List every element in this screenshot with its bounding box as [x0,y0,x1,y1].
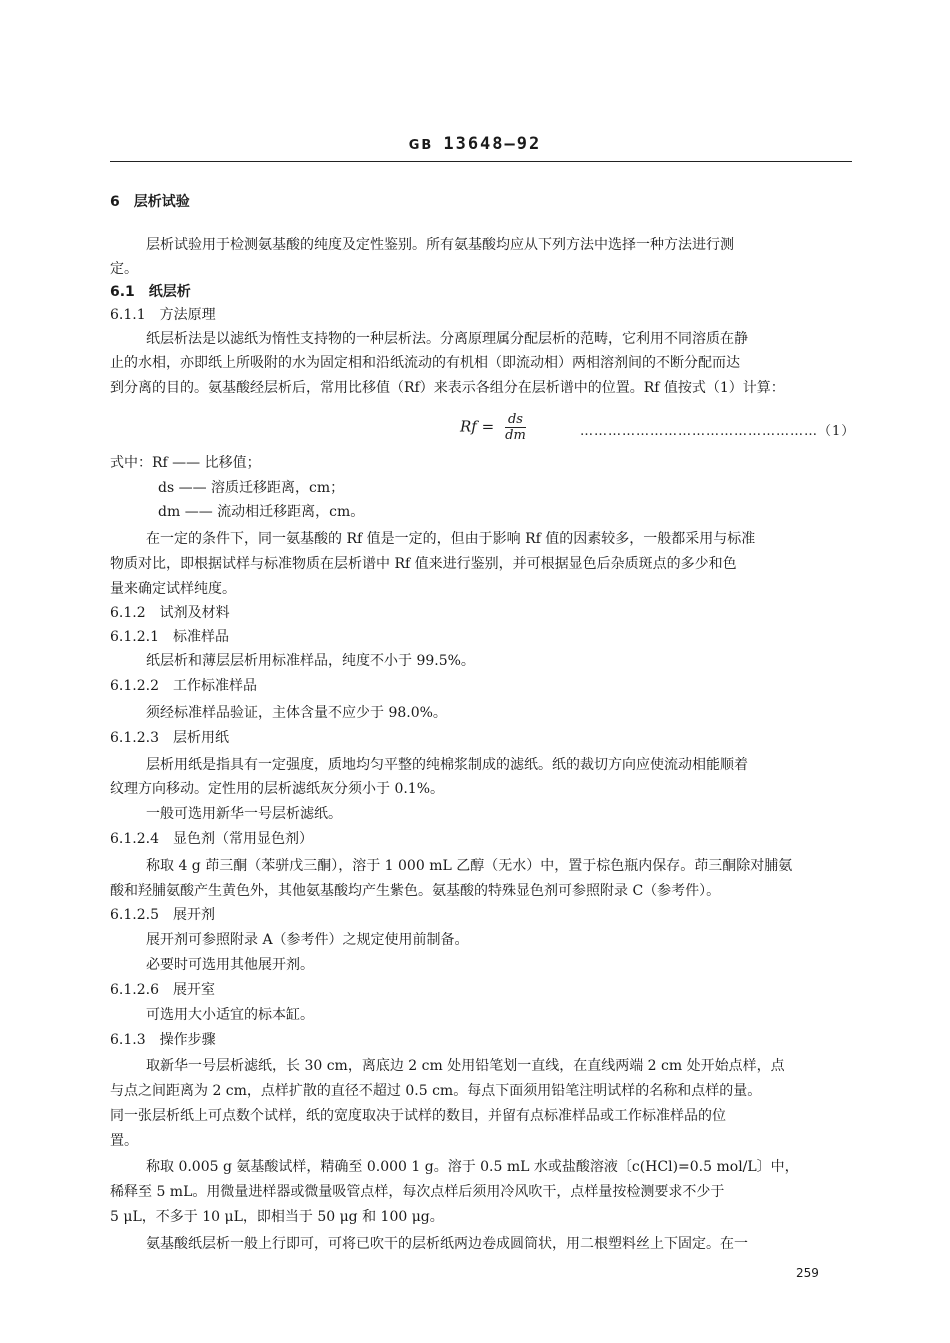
paragraph-line: 物质对比，即根据试样与标准物质在层析谱中 Rf 值来进行鉴别，并可根据显色后杂质斑点的多少和色 [110,556,737,572]
paragraph-line: 止的水相，亦即纸上所吸附的水为固定相和沿纸流动的有机相（即流动相）两相溶剂间的不断分配而达 [110,355,740,371]
formula-leader [580,420,855,439]
paragraph-line: 称取 4 g 茚三酮（苯骈戊三酮），溶于 1 000 mL 乙醇（无水）中，置于棕色瓶内保存。茚三酮除对脯氨 [146,858,793,874]
formula-dots: …………………………………………… [580,424,818,439]
paragraph-line: 在一定的条件下，同一氨基酸的 Rf 值是一定的，但由于影响 Rf 值的因素较多，一般都采用与标准 [146,531,756,547]
formula-label: （1） [818,424,856,439]
paragraph-line: 酸和羟脯氨酸产生黄色外，其他氨基酸均产生紫色。氨基酸的特殊显色剂可参照附录 C（参考件）。 [110,883,721,899]
paragraph-line: 同一张层析纸上可点数个试样，纸的宽度取决于试样的数目，并留有点标准样品或工作标准样品的位 [110,1108,726,1124]
standard-number: 13648—92 [443,134,542,154]
section-heading-6-1: 6.1 纸层析 [110,284,191,300]
section-heading-6-1-2-4: 6.1.2.4 显色剂（常用显色剂） [110,831,313,847]
section-heading-6-1-2: 6.1.2 试剂及材料 [110,605,230,621]
section-heading-6-1-2-1: 6.1.2.1 标准样品 [110,629,229,645]
paragraph-line: 置。 [110,1133,138,1149]
section-heading-6-1-1: 6.1.1 方法原理 [110,307,216,323]
section-heading-6-1-2-2: 6.1.2.2 工作标准样品 [110,678,257,694]
paragraph-line: 到分离的目的。氨基酸经层析后，常用比移值（Rf）来表示各组分在层析谱中的位置。Rf 值按式（1）计算： [110,380,785,396]
paragraph-line: 定。 [110,261,138,277]
paragraph-line: 与点之间距离为 2 cm，点样扩散的直径不超过 0.5 cm。每点下面须用铅笔注明试样的名称和点样的量。 [110,1083,762,1099]
paragraph-line: 纸层析和薄层层析用标准样品，纯度不小于 99.5%。 [146,653,475,669]
paragraph-line: 可选用大小适宜的标本缸。 [146,1007,314,1023]
paragraph-line: 必要时可选用其他展开剂。 [146,957,314,973]
paragraph-line: 5 μL，不多于 10 μL，即相当于 50 μg 和 100 μg。 [110,1209,444,1225]
formula-fraction [505,412,526,443]
paragraph-line: 量来确定试样纯度。 [110,581,236,597]
header-rule [110,161,852,162]
paragraph-line: 纹理方向移动。定性用的层析滤纸灰分须小于 0.1%。 [110,781,445,797]
paragraph-line: 层析试验用于检测氨基酸的纯度及定性鉴别。所有氨基酸均应从下列方法中选择一种方法进行测 [146,237,734,253]
section-heading-6-1-2-5: 6.1.2.5 展开剂 [110,907,215,923]
paragraph-line: 纸层析法是以滤纸为惰性支持物的一种层析法。分离原理属分配层析的范畴，它利用不同溶质在静 [146,331,748,347]
section-heading-6-1-2-6: 6.1.2.6 展开室 [110,982,215,998]
formula-numerator: ds [505,412,526,428]
section-heading-6: 6 层析试验 [110,194,190,210]
paragraph-line: 展开剂可参照附录 A（参考件）之规定使用前制备。 [146,932,469,948]
section-heading-6-1-3: 6.1.3 操作步骤 [110,1032,216,1048]
paragraph-line: 一般可选用新华一号层析滤纸。 [146,806,342,822]
paragraph-line: 须经标准样品验证，主体含量不应少于 98.0%。 [146,705,447,721]
page-number: 259 [796,1266,819,1280]
where-line: dm —— 流动相迁移距离，cm。 [158,504,365,520]
formula-denominator: dm [505,428,526,443]
standard-header [0,134,950,154]
formula-rf [460,412,526,443]
standard-prefix: GB [408,138,434,153]
paragraph-line: 称取 0.005 g 氨基酸试样，精确至 0.000 1 g。溶于 0.5 mL 水或盐酸溶液〔c(HCl)=0.5 mol/L〕中， [146,1159,799,1175]
paragraph-line: 稀释至 5 mL。用微量进样器或微量吸管点样，每次点样后须用冷风吹干，点样量按检测要求不少于 [110,1184,725,1200]
formula-lhs: Rf = [460,417,495,436]
where-line: 式中：Rf —— 比移值； [110,455,261,471]
section-heading-6-1-2-3: 6.1.2.3 层析用纸 [110,730,229,746]
paragraph-line: 取新华一号层析滤纸，长 30 cm，离底边 2 cm 处用铅笔划一直线，在直线两端 2 cm 处开始点样，点 [146,1058,785,1074]
paragraph-line: 层析用纸是指具有一定强度，质地均匀平整的纯棉浆制成的滤纸。纸的裁切方向应使流动相能顺着 [146,757,748,773]
where-line: ds —— 溶质迁移距离，cm； [158,480,345,496]
paragraph-line: 氨基酸纸层析一般上行即可，可将已吹干的层析纸两边卷成圆筒状，用二根塑料丝上下固定。在一 [146,1236,748,1252]
